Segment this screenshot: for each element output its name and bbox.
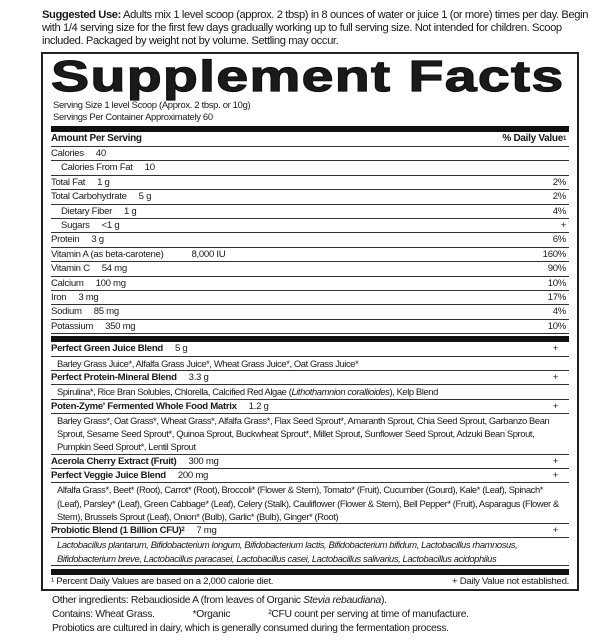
blend-ingredients: Spirulina*, Rice Bran Solubles, Chlorella, Calcified Red Algae (Lithothamnion corallioides), Kelp Blend bbox=[51, 385, 569, 399]
footnotes bbox=[51, 575, 569, 588]
nutrient-name: Calories bbox=[51, 148, 84, 159]
blend-name: Perfect Veggie Juice Blend bbox=[51, 469, 166, 481]
nutrient-dv: + bbox=[560, 220, 566, 232]
blend-dv: + bbox=[552, 469, 558, 481]
nutrient-name: Vitamin A (as beta-carotene) bbox=[51, 248, 164, 260]
nutrient-row bbox=[51, 320, 569, 334]
nutrient-dv: 10% bbox=[547, 320, 566, 332]
blend-amount: 300 mg bbox=[188, 455, 219, 467]
blend-ingredients: Alfalfa Grass*, Beet* (Root), Carrot* (Root), Broccoli* (Flower & Stem), Tomato* (Fruit), Cucumber (Gourd), Kale* (Leaf), Spinach* (Leaf), Parsley* (Leaf), Green Cabbage* (Leaf), Celery (Stalk), Cauliflower (Flower & Stem), Bell Pepper* (Fruit), Asparagus (Flower & Stem), Brussels Sprout (Leaf), Onion* (Bulb), Garlic* (Bulb), Ginger* (Root) bbox=[51, 483, 569, 524]
nutrient-name: Total Carbohydrate bbox=[51, 191, 127, 203]
nutrient-amount: 8,000 IU bbox=[191, 248, 226, 260]
cfu-note: ²CFU count per serving at time of manufacture. bbox=[268, 608, 469, 620]
blend-name: Probiotic Blend (1 Billion CFU)$^2$ bbox=[51, 524, 185, 536]
nutrient-name: Potassium bbox=[51, 320, 94, 332]
blend-dv: + bbox=[552, 455, 558, 467]
nutrient-row bbox=[51, 219, 569, 233]
blend-amount: 7 mg bbox=[196, 524, 217, 536]
blend-name: Acerola Cherry Extract (Fruit) bbox=[51, 455, 177, 467]
blend-amount: 3.3 g bbox=[188, 371, 209, 383]
nutrient-amount: 5 g bbox=[138, 191, 152, 203]
nutrient-dv: 160% bbox=[542, 248, 566, 260]
nutrient-dv: 4% bbox=[552, 205, 566, 217]
blend-dv: + bbox=[552, 524, 558, 536]
nutrient-amount: 10 bbox=[144, 162, 155, 174]
daily-value-label: % Daily Value$^1$ bbox=[502, 133, 566, 144]
nutrient-dv: 2% bbox=[552, 191, 566, 203]
nutrient-row bbox=[51, 205, 569, 219]
blend-row bbox=[51, 455, 569, 469]
nutrient-row bbox=[51, 190, 569, 204]
blend-ingredients: Barley Grass*, Oat Grass*, Wheat Grass*, Alfalfa Grass*, Flax Seed Sprout*, Amaranth Sprout, Chia Seed Sprout, Garbanzo Bean Sprout, Sesame Seed Sprout*, Quinoa Sprout, Buckwheat Sprout*, Millet Sprout, Sunflower Seed Sprout, Adzuki Bean Sprout, Pumpkin Seed Sprout*, Lentil Sprout bbox=[51, 414, 569, 455]
blend-dv: + bbox=[552, 371, 558, 383]
blend-ingredients: Lactobacillus plantarum, Bifidobacterium longum, Bifidobacterium lactis, Bifidobacterium bifidum, Lactobacillus rhamnosus, Bifidobacterium breve, Lactobacillus paracasei, Lactobacillus casei, Lactobacillus salivarius, Lactobacillus acidophilus bbox=[51, 538, 569, 565]
probiotics-note: Probiotics are cultured in dairy, which is generally consumed during the fermentation process. bbox=[52, 622, 449, 634]
blend-row bbox=[51, 469, 569, 483]
amount-per-serving-label: Amount Per Serving bbox=[51, 133, 142, 144]
blend-name: Perfect Protein-Mineral Blend bbox=[51, 371, 177, 383]
nutrient-row bbox=[51, 233, 569, 247]
blend-name: Perfect Green Juice Blend bbox=[51, 343, 163, 355]
nutrient-row bbox=[51, 161, 569, 175]
contains-line bbox=[52, 608, 600, 622]
blend-amount: 5 g bbox=[174, 343, 188, 355]
nutrient-row bbox=[51, 305, 569, 319]
nutrient-dv: 17% bbox=[547, 292, 566, 304]
organic-note: *Organic bbox=[192, 608, 231, 620]
nutrient-dv: 2% bbox=[552, 176, 566, 188]
panel-title: Supplement Facts bbox=[51, 52, 565, 101]
nutrient-amount: 85 mg bbox=[93, 306, 119, 318]
blend-dv: + bbox=[552, 400, 558, 412]
nutrient-dv: 10% bbox=[547, 277, 566, 289]
nutrient-list bbox=[51, 147, 569, 334]
nutrient-name: Dietary Fiber bbox=[61, 205, 113, 217]
nutrient-name: Calories From Fat bbox=[61, 162, 133, 174]
blend-amount: 200 mg bbox=[177, 469, 209, 481]
nutrient-dv: 6% bbox=[552, 234, 566, 246]
nutrient-name: Iron bbox=[51, 292, 67, 304]
suggested-use-label: Suggested Use: bbox=[42, 9, 121, 21]
nutrient-amount: <1 g bbox=[101, 220, 120, 232]
nutrient-row bbox=[51, 147, 569, 161]
blend-row bbox=[51, 524, 569, 538]
nutrient-amount: 40 bbox=[95, 148, 106, 159]
allergen-contains: Contains: Wheat Grass. bbox=[52, 608, 155, 620]
nutrient-dv: 90% bbox=[547, 263, 566, 275]
nutrient-amount: 54 mg bbox=[101, 263, 127, 275]
nutrient-row bbox=[51, 291, 569, 305]
nutrient-amount: 3 mg bbox=[78, 292, 99, 304]
nutrient-dv: 4% bbox=[552, 306, 566, 318]
nutrient-name: Total Fat bbox=[51, 176, 86, 188]
nutrient-amount: 3 g bbox=[91, 234, 104, 246]
nutrient-amount: 1 g bbox=[97, 176, 110, 188]
nutrient-name: Sugars bbox=[61, 220, 90, 232]
nutrient-row bbox=[51, 277, 569, 291]
supplement-facts-panel bbox=[41, 52, 579, 591]
suggested-use bbox=[42, 9, 590, 48]
amount-header bbox=[51, 132, 569, 147]
blend-ingredients: Barley Grass Juice*, Alfalfa Grass Juice*, Wheat Grass Juice*, Oat Grass Juice* bbox=[51, 357, 569, 371]
serving-size: Serving Size 1 level Scoop (Approx. 2 tbsp. or 10g) bbox=[53, 99, 251, 110]
nutrient-row bbox=[51, 248, 569, 262]
nutrient-amount: 350 mg bbox=[105, 320, 136, 332]
nutrient-amount: 100 mg bbox=[95, 277, 126, 289]
blend-row bbox=[51, 400, 569, 414]
blend-dv: + bbox=[552, 343, 558, 355]
footnote-daily-values: ¹ Percent Daily Values are based on a 2,000 calorie diet. bbox=[51, 575, 274, 587]
nutrient-name: Calcium bbox=[51, 277, 84, 289]
footnote-not-established: + Daily Value not established. bbox=[452, 575, 569, 587]
blend-name: Poten-Zyme' Fermented Whole Food Matrix bbox=[51, 400, 237, 412]
blend-list bbox=[51, 342, 569, 565]
servings-per-container: Servings Per Container Approximately 60 bbox=[53, 111, 213, 122]
nutrient-row bbox=[51, 176, 569, 190]
nutrient-row bbox=[51, 262, 569, 276]
suggested-use-text: Adults mix 1 level scoop (approx. 2 tbsp) in 8 ounces of water or juice 1 (or more) times per day. Begin with 1/4 serving size for the first few days gradually working up to full serving size. Not intended for children. Scoop included. Packaged by weight not by volume. Settling may occur. bbox=[42, 9, 589, 47]
nutrient-name: Sodium bbox=[51, 306, 82, 318]
blend-row bbox=[51, 371, 569, 385]
other-ingredients: Other ingredients: Rebaudioside A (from leaves of Organic Stevia rebaudiana). bbox=[52, 594, 387, 606]
nutrient-amount: 1 g bbox=[124, 205, 137, 217]
nutrient-name: Protein bbox=[51, 234, 80, 246]
blend-row bbox=[51, 342, 569, 356]
nutrient-name: Vitamin C bbox=[51, 263, 90, 275]
blend-amount: 1.2 g bbox=[248, 400, 269, 412]
